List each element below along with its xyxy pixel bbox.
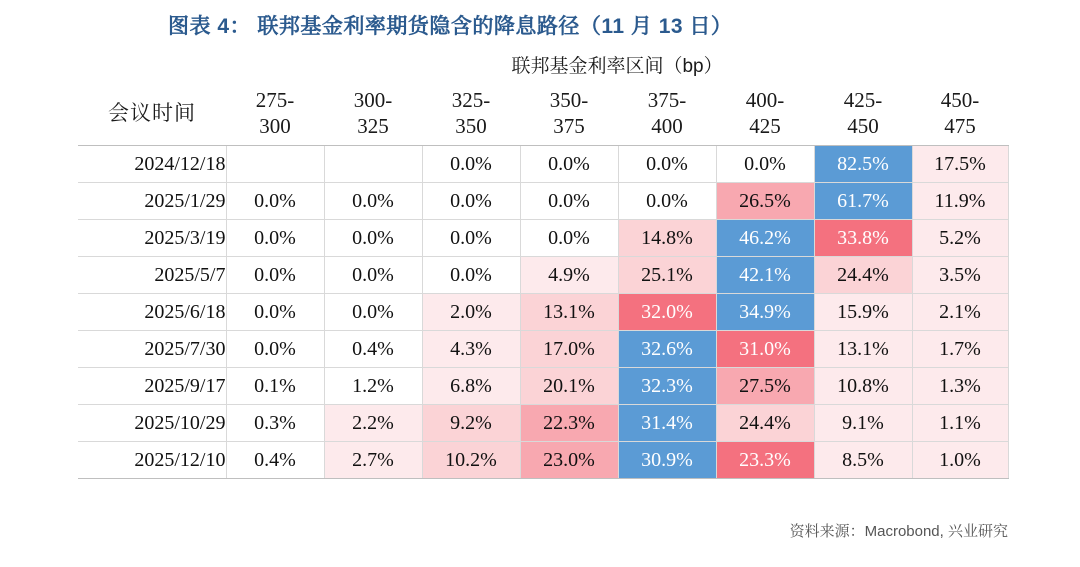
cell-2025/7/30-400-425: 31.0% <box>716 331 814 368</box>
cell-2025/3/19-300-325: 0.0% <box>324 220 422 257</box>
cell-2025/12/10-450-475: 1.0% <box>912 442 1008 479</box>
cell-2025/7/30-275-300: 0.0% <box>226 331 324 368</box>
cell-2025/10/29-425-450: 9.1% <box>814 405 912 442</box>
super-header-label: 联邦基金利率区间（bp） <box>226 47 1008 81</box>
cell-2025/12/10-275-300: 0.4% <box>226 442 324 479</box>
super-header-row <box>78 47 1008 81</box>
cell-2025/9/17-450-475: 1.3% <box>912 368 1008 405</box>
cell-2025/12/10-400-425: 23.3% <box>716 442 814 479</box>
cell-2024/12/18-375-400: 0.0% <box>618 146 716 183</box>
cell-2025/5/7-325-350: 0.0% <box>422 257 520 294</box>
cell-2025/9/17-425-450: 10.8% <box>814 368 912 405</box>
cell-2025/6/18-375-400: 32.0% <box>618 294 716 331</box>
cell-2025/6/18-325-350: 2.0% <box>422 294 520 331</box>
cell-2025/5/7-375-400: 25.1% <box>618 257 716 294</box>
cell-2025/10/29-275-300: 0.3% <box>226 405 324 442</box>
row-header-label: 会议时间 <box>78 81 226 146</box>
cell-2025/12/10-300-325: 2.7% <box>324 442 422 479</box>
cell-2025/6/18-425-450: 15.9% <box>814 294 912 331</box>
source-note: 资料来源：Macrobond, 兴业研究 <box>789 523 1008 540</box>
cell-2025/3/19-375-400: 14.8% <box>618 220 716 257</box>
cell-2025/3/19-450-475: 5.2% <box>912 220 1008 257</box>
cell-2025/5/7-350-375: 4.9% <box>520 257 618 294</box>
cell-2024/12/18-425-450: 82.5% <box>814 146 912 183</box>
table-row <box>78 220 1008 257</box>
cell-2025/6/18-350-375: 13.1% <box>520 294 618 331</box>
cell-2025/10/29-375-400: 31.4% <box>618 405 716 442</box>
cell-2025/5/7-425-450: 24.4% <box>814 257 912 294</box>
cell-2025/7/30-425-450: 13.1% <box>814 331 912 368</box>
table-row <box>78 183 1008 220</box>
cell-2025/9/17-300-325: 1.2% <box>324 368 422 405</box>
cell-2025/7/30-325-350: 4.3% <box>422 331 520 368</box>
cell-2025/12/10-350-375: 23.0% <box>520 442 618 479</box>
cell-2025/1/29-350-375: 0.0% <box>520 183 618 220</box>
cell-2025/7/30-450-475: 1.7% <box>912 331 1008 368</box>
column-header-425-450: 425- 450 <box>814 81 912 146</box>
column-header-300-325: 300- 325 <box>324 81 422 146</box>
cell-2025/6/18-275-300: 0.0% <box>226 294 324 331</box>
cell-2025/5/7-400-425: 42.1% <box>716 257 814 294</box>
cell-2025/1/29-375-400: 0.0% <box>618 183 716 220</box>
cell-2025/12/10-375-400: 30.9% <box>618 442 716 479</box>
corner-blank <box>78 47 226 81</box>
cell-2024/12/18-450-475: 17.5% <box>912 146 1008 183</box>
table-row <box>78 368 1008 405</box>
page-title: 图表 4： 联邦基金利率期货隐含的降息路径（11 月 13 日） <box>168 15 733 38</box>
cell-2025/10/29-350-375: 22.3% <box>520 405 618 442</box>
cell-2025/6/18-300-325: 0.0% <box>324 294 422 331</box>
cell-2025/5/7-450-475: 3.5% <box>912 257 1008 294</box>
cell-2025/5/7-300-325: 0.0% <box>324 257 422 294</box>
cell-2025/6/18-400-425: 34.9% <box>716 294 814 331</box>
cell-2025/9/17-350-375: 20.1% <box>520 368 618 405</box>
row-label: 2025/12/10 <box>78 442 226 479</box>
cell-2025/10/29-300-325: 2.2% <box>324 405 422 442</box>
table-body <box>78 146 1008 479</box>
cell-2025/7/30-375-400: 32.6% <box>618 331 716 368</box>
column-header-row <box>78 81 1008 146</box>
cell-2025/10/29-325-350: 9.2% <box>422 405 520 442</box>
table-head <box>78 47 1008 146</box>
table-row <box>78 257 1008 294</box>
cell-2024/12/18-300-325 <box>324 146 422 183</box>
table-row <box>78 146 1008 183</box>
row-label: 2025/6/18 <box>78 294 226 331</box>
column-header-325-350: 325- 350 <box>422 81 520 146</box>
cell-2025/10/29-400-425: 24.4% <box>716 405 814 442</box>
column-header-350-375: 350- 375 <box>520 81 618 146</box>
cell-2025/3/19-350-375: 0.0% <box>520 220 618 257</box>
cell-2025/7/30-350-375: 17.0% <box>520 331 618 368</box>
cell-2025/1/29-275-300: 0.0% <box>226 183 324 220</box>
cell-2025/3/19-275-300: 0.0% <box>226 220 324 257</box>
table-row <box>78 405 1008 442</box>
column-header-450-475: 450- 475 <box>912 81 1008 146</box>
row-label: 2025/5/7 <box>78 257 226 294</box>
cell-2025/1/29-325-350: 0.0% <box>422 183 520 220</box>
row-label: 2025/7/30 <box>78 331 226 368</box>
row-label: 2025/10/29 <box>78 405 226 442</box>
table-row <box>78 294 1008 331</box>
cell-2025/9/17-275-300: 0.1% <box>226 368 324 405</box>
cell-2024/12/18-325-350: 0.0% <box>422 146 520 183</box>
cell-2024/12/18-400-425: 0.0% <box>716 146 814 183</box>
cell-2025/12/10-325-350: 10.2% <box>422 442 520 479</box>
column-header-275-300: 275- 300 <box>226 81 324 146</box>
cell-2025/1/29-400-425: 26.5% <box>716 183 814 220</box>
table <box>78 47 1009 479</box>
cell-2025/3/19-425-450: 33.8% <box>814 220 912 257</box>
cell-2025/5/7-275-300: 0.0% <box>226 257 324 294</box>
cell-2025/3/19-325-350: 0.0% <box>422 220 520 257</box>
cell-2025/1/29-450-475: 11.9% <box>912 183 1008 220</box>
cell-2024/12/18-275-300 <box>226 146 324 183</box>
table-row <box>78 331 1008 368</box>
cell-2025/3/19-400-425: 46.2% <box>716 220 814 257</box>
cell-2025/10/29-450-475: 1.1% <box>912 405 1008 442</box>
cell-2025/12/10-425-450: 8.5% <box>814 442 912 479</box>
row-label: 2024/12/18 <box>78 146 226 183</box>
cell-2025/7/30-300-325: 0.4% <box>324 331 422 368</box>
cell-2024/12/18-350-375: 0.0% <box>520 146 618 183</box>
column-header-375-400: 375- 400 <box>618 81 716 146</box>
cell-2025/1/29-425-450: 61.7% <box>814 183 912 220</box>
row-label: 2025/1/29 <box>78 183 226 220</box>
cell-2025/6/18-450-475: 2.1% <box>912 294 1008 331</box>
cell-2025/9/17-400-425: 27.5% <box>716 368 814 405</box>
cell-2025/1/29-300-325: 0.0% <box>324 183 422 220</box>
cell-2025/9/17-375-400: 32.3% <box>618 368 716 405</box>
rate-probability-table <box>78 47 1008 479</box>
row-label: 2025/9/17 <box>78 368 226 405</box>
column-header-400-425: 400- 425 <box>716 81 814 146</box>
row-label: 2025/3/19 <box>78 220 226 257</box>
table-row <box>78 442 1008 479</box>
cell-2025/9/17-325-350: 6.8% <box>422 368 520 405</box>
